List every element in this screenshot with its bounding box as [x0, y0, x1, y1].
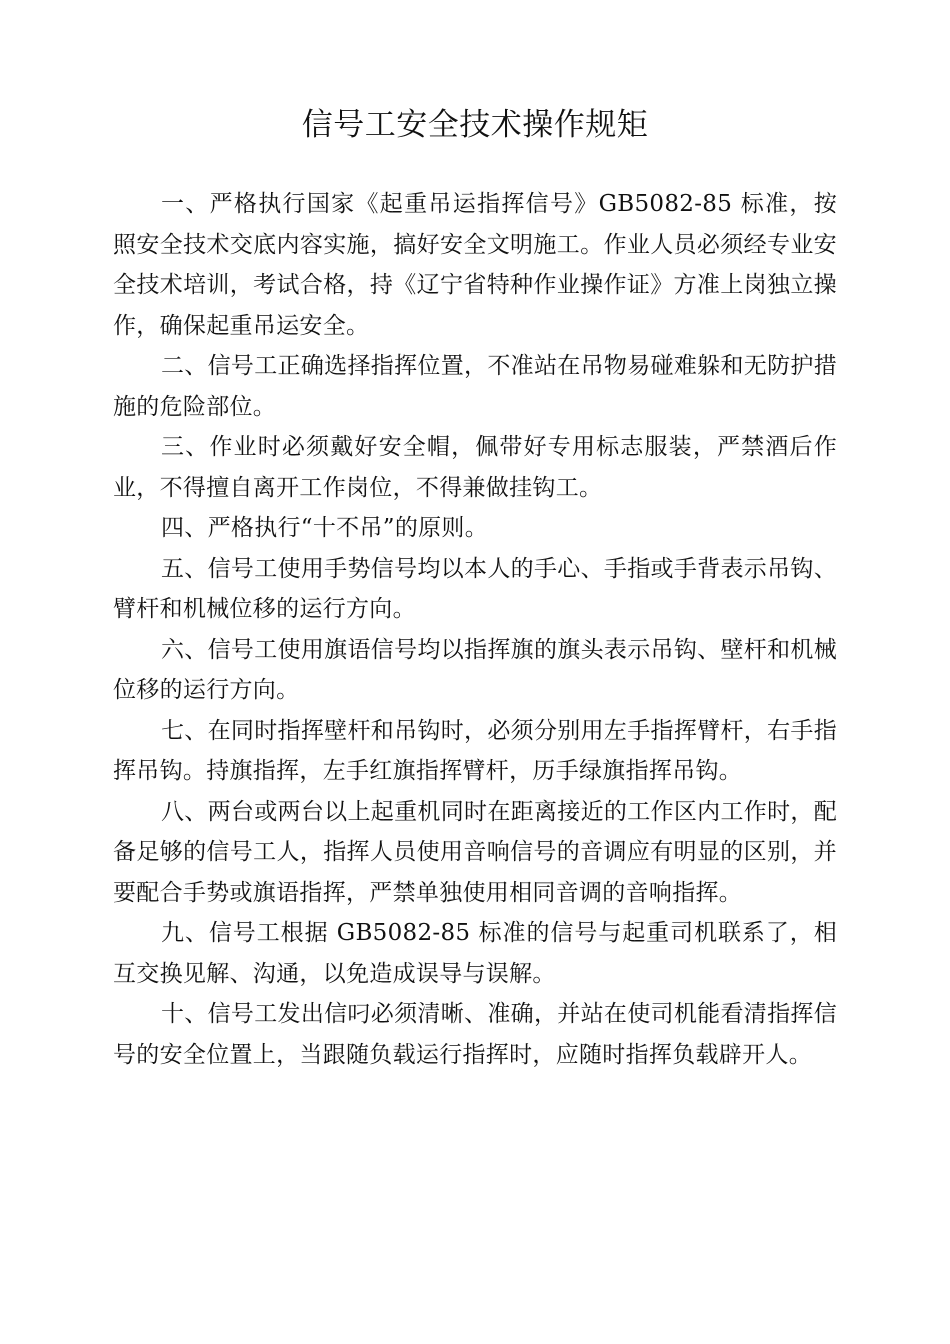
document-title: 信号工安全技术操作规矩 — [301, 107, 649, 143]
document-body — [113, 184, 837, 1075]
paragraph-10: 十、信号工发出信叼必须清晰、准确，并站在使司机能看清指挥信号的安全位置上，当跟随负载运行指挥时，应随时指挥负载辟开人。 — [113, 1001, 837, 1068]
paragraph-9: 九、信号工根据 GB5082-85 标准的信号与起重司机联系了，相互交换见解、沟通，以免造成误导与误解。 — [113, 920, 837, 987]
paragraph-4: 四、严格执行“十不吊”的原则。 — [161, 515, 489, 541]
paragraph-6: 六、信号工使用旗语信号均以指挥旗的旗头表示吊钩、壁杆和机械位移的运行方向。 — [113, 636, 837, 703]
paragraph-2: 二、信号工正确选择指挥位置，不准站在吊物易碰难躲和无防护措施的危险部位。 — [113, 353, 837, 420]
paragraph-5: 五、信号工使用手势信号均以本人的手心、手指或手背表示吊钩、臂杆和机械位移的运行方向。 — [113, 555, 837, 622]
paragraph-8: 八、两台或两台以上起重机同时在距离接近的工作区内工作时，配备足够的信号工人，指挥人员使用音响信号的音调应有明显的区别，并要配合手势或旗语指挥，严禁单独使用相同音调的音响指挥。 — [113, 798, 837, 906]
paragraph-7: 七、在同时指挥壁杆和吊钩时，必须分别用左手指挥臂杆，右手指挥吊钩。持旗指挥，左手红旗指挥臂杆，历手绿旗指挥吊钩。 — [113, 717, 837, 784]
paragraph-3: 三、作业时必须戴好安全帽，佩带好专用标志服装，严禁酒后作业，不得擅自离开工作岗位，不得兼做挂钩工。 — [113, 434, 837, 501]
paragraph-1: 一、严格执行国家《起重吊运指挥信号》GB5082-85 标准，按照安全技术交底内容实施，搞好安全文明施工。作业人员必须经专业安全技术培训，考试合格，持《辽宁省特种作业操作证》方准上岗独立操作，确保起重吊运安全。 — [113, 191, 837, 339]
